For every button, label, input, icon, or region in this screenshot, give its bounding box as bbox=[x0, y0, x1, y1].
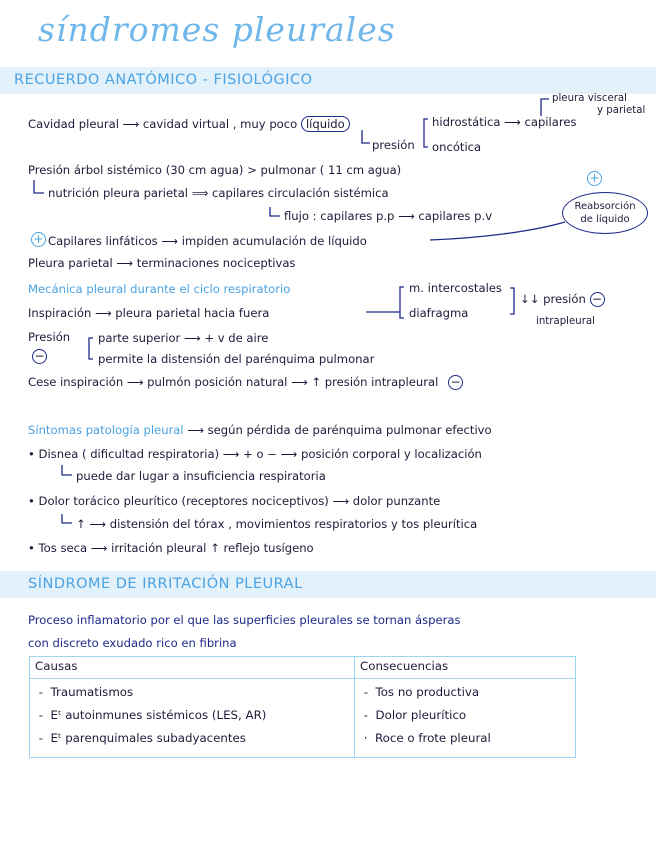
pleura-parietal-text: Pleura parietal ⟶ terminaciones nociceptivas bbox=[28, 256, 296, 270]
list-item: - Eᵗ parenquimales subadyacentes bbox=[35, 731, 246, 745]
section-title-irritacion: SÍNDROME DE IRRITACIÓN PLEURAL bbox=[28, 576, 303, 592]
intrapleural-text: intrapleural bbox=[536, 316, 595, 327]
plus-sign: + bbox=[587, 171, 602, 186]
dolor-sub-text: ↑ ⟶ distensión del tórax , movimientos respiratorios y tos pleurítica bbox=[76, 517, 478, 531]
consecuencia-3: Roce o frote pleural bbox=[375, 731, 491, 745]
inspiracion-text: Inspiración ⟶ pleura parietal hacia fuera bbox=[28, 306, 270, 320]
permite-text: permite la distensión del parénquima pulmonar bbox=[98, 352, 375, 366]
table-header-row bbox=[30, 657, 576, 679]
table-row bbox=[30, 679, 576, 758]
linfaticos-text: Capilares linfáticos ⟶ impiden acumulación de líquido bbox=[48, 234, 367, 248]
reabsorcion-line1: Reabsorción bbox=[574, 201, 636, 212]
parte-superior-text: parte superior ⟶ + v de aire bbox=[98, 331, 269, 345]
causa-1: Traumatismos bbox=[50, 685, 134, 699]
disnea-sub-text: puede dar lugar a insuficiencia respiratoria bbox=[76, 469, 326, 483]
dolor-item bbox=[28, 494, 440, 508]
proceso-line2: con discreto exudado rico en fibrina bbox=[28, 636, 237, 650]
bullet-icon: • bbox=[28, 447, 39, 461]
proceso-line1: Proceso inflamatorio por el que las superficies pleurales se tornan ásperas bbox=[28, 613, 461, 627]
plus-sign-2: + bbox=[31, 232, 46, 247]
section-band-irritacion bbox=[0, 571, 656, 598]
pleura-visceral-text: pleura visceral bbox=[552, 93, 627, 104]
liquido-circled: líquido bbox=[301, 116, 350, 132]
nutricion-text: nutrición pleura parietal ⟹ capilares circulación sistémica bbox=[48, 186, 389, 200]
sintomas-line bbox=[28, 423, 492, 437]
consecuencias-cell bbox=[355, 679, 576, 758]
reabsorcion-bubble bbox=[562, 192, 648, 234]
diafragma-text: diafragma bbox=[409, 306, 469, 320]
list-item: · Roce o frote pleural bbox=[360, 731, 491, 745]
sintomas-header-rest: ⟶ según pérdida de parénquima pulmonar efectivo bbox=[187, 423, 492, 437]
header-causas: Causas bbox=[30, 657, 355, 679]
list-item: - Tos no productiva bbox=[360, 685, 480, 699]
cavidad-line bbox=[28, 116, 350, 132]
plus-icon bbox=[587, 167, 602, 186]
presion-arbol-text: Presión árbol sistémico (30 cm agua) > pulmonar ( 11 cm agua) bbox=[28, 163, 402, 177]
list-item: - Traumatismos bbox=[35, 685, 134, 699]
page-title: síndromes pleurales bbox=[38, 10, 396, 49]
minus-icon-cese: − bbox=[448, 375, 463, 390]
bullet-icon: • bbox=[28, 494, 39, 508]
disnea-text: Disnea ( dificultad respiratoria) ⟶ + o − ⟶ posición corporal y localización bbox=[38, 447, 482, 461]
intercostales-text: m. intercostales bbox=[409, 281, 502, 295]
tos-item bbox=[28, 541, 314, 555]
flujo-text: flujo : capilares p.p ⟶ capilares p.v bbox=[284, 209, 493, 223]
oncotica-text: oncótica bbox=[432, 140, 482, 154]
minus-icon-presion bbox=[32, 346, 47, 365]
hidrostatica-text: hidrostática ⟶ capilares bbox=[432, 115, 577, 129]
plus-icon-linfaticos bbox=[31, 228, 46, 247]
causas-cell bbox=[30, 679, 355, 758]
list-item: - Eᵗ autoinmunes sistémicos (LES, AR) bbox=[35, 708, 267, 722]
consecuencia-2: Dolor pleurítico bbox=[375, 708, 467, 722]
causas-consecuencias-table bbox=[29, 656, 576, 758]
presion-result-line bbox=[520, 292, 605, 307]
header-consecuencias: Consecuencias bbox=[355, 657, 576, 679]
causa-3: Eᵗ parenquimales subadyacentes bbox=[50, 731, 246, 745]
minus-sign-presion: − bbox=[32, 349, 47, 364]
minus-icon: − bbox=[590, 292, 605, 307]
list-item: - Dolor pleurítico bbox=[360, 708, 467, 722]
presion-result-text: ↓↓ presión bbox=[520, 292, 586, 306]
cese-text: Cese inspiración ⟶ pulmón posición natural ⟶ ↑ presión intrapleural bbox=[28, 375, 439, 389]
cese-line bbox=[28, 375, 463, 390]
section-title-recuerdo: RECUERDO ANATÓMICO - FISIOLÓGICO bbox=[14, 72, 313, 88]
sintomas-header: Síntomas patología pleural bbox=[28, 423, 184, 437]
mecanica-header: Mecánica pleural durante el ciclo respiratorio bbox=[28, 282, 291, 296]
tos-text: Tos seca ⟶ irritación pleural ↑ reflejo tusígeno bbox=[38, 541, 314, 555]
consecuencia-1: Tos no productiva bbox=[375, 685, 480, 699]
reabsorcion-line2: de líquido bbox=[580, 214, 630, 225]
presion-label: Presión bbox=[28, 330, 71, 344]
causa-2: Eᵗ autoinmunes sistémicos (LES, AR) bbox=[50, 708, 267, 722]
disnea-item bbox=[28, 447, 482, 461]
dolor-text: Dolor torácico pleurítico (receptores nociceptivos) ⟶ dolor punzante bbox=[38, 494, 441, 508]
presion-text: presión bbox=[372, 138, 415, 152]
y-parietal-text: y parietal bbox=[597, 105, 646, 116]
cavidad-text: Cavidad pleural ⟶ cavidad virtual , muy poco bbox=[28, 117, 298, 131]
bullet-icon: • bbox=[28, 541, 39, 555]
